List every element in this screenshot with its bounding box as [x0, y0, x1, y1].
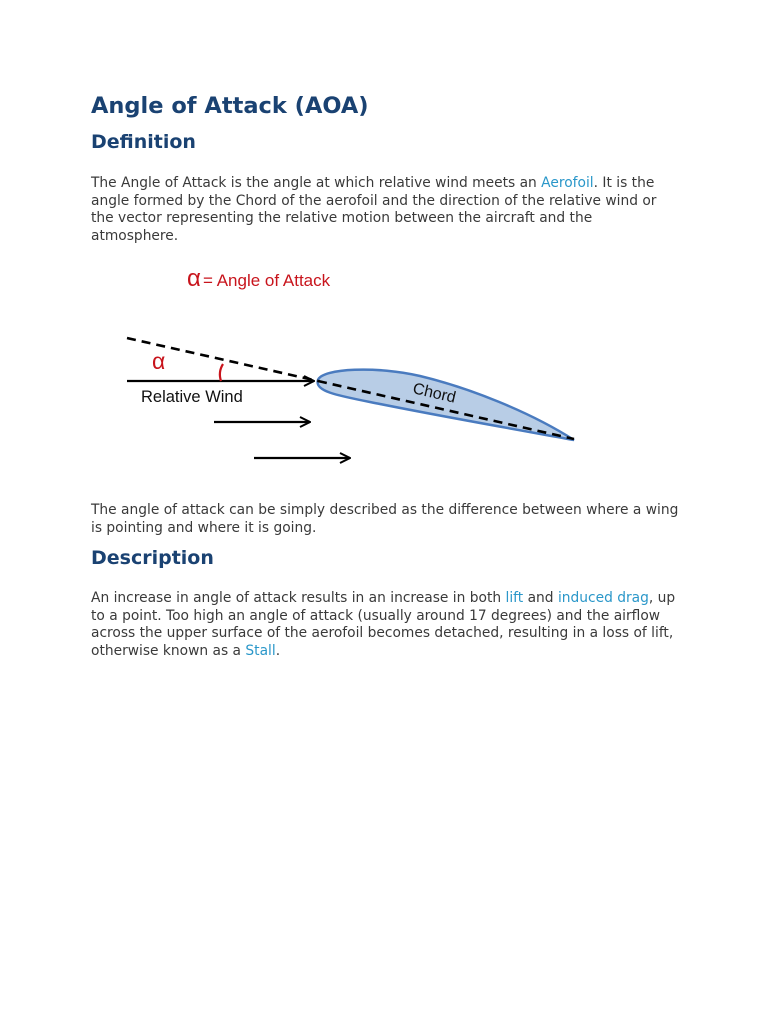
- description-text-1: An increase in angle of attack results in an increase in both: [91, 590, 506, 606]
- angle-arc: [220, 364, 223, 381]
- stall-link[interactable]: Stall: [245, 642, 276, 659]
- definition-heading: Definition: [91, 131, 196, 153]
- description-text-3: , up to a point. Too high an angle of attack (usually around 17 degrees) and the airflow across the upper surface of the aerofoil becomes detached, resulting in a loss of lift, otherwise known as a: [91, 590, 676, 659]
- description-text-4: .: [275, 642, 281, 659]
- definition-paragraph: [91, 175, 681, 245]
- relative-wind-label: Relative Wind: [141, 388, 243, 406]
- alpha-label: α: [152, 348, 166, 374]
- aerofoil-link[interactable]: Aerofoil: [541, 175, 594, 191]
- page-title: Angle of Attack (AOA): [91, 93, 369, 119]
- definition-text-2: . It is the angle formed by the Chord of the aerofoil and the direction of the relative wind or the vector representing the relative motion between the aircraft and the atmosphere.: [91, 175, 657, 244]
- description-paragraph: [91, 590, 681, 660]
- definition-text-1: The Angle of Attack is the angle at which relative wind meets an: [91, 175, 542, 191]
- simple-description-paragraph: The angle of attack can be simply described as the difference between where a wing is pointing and where it is going.: [91, 502, 679, 536]
- lift-link[interactable]: lift: [505, 590, 524, 606]
- chord-label: Chord: [411, 380, 458, 407]
- legend-text: = Angle of Attack: [203, 271, 331, 290]
- angle-of-attack-diagram: [0, 250, 768, 490]
- description-heading: Description: [91, 547, 214, 569]
- legend-alpha-symbol: α: [187, 265, 201, 292]
- induced-drag-link[interactable]: induced drag: [557, 590, 649, 606]
- description-text-2: and: [523, 590, 558, 606]
